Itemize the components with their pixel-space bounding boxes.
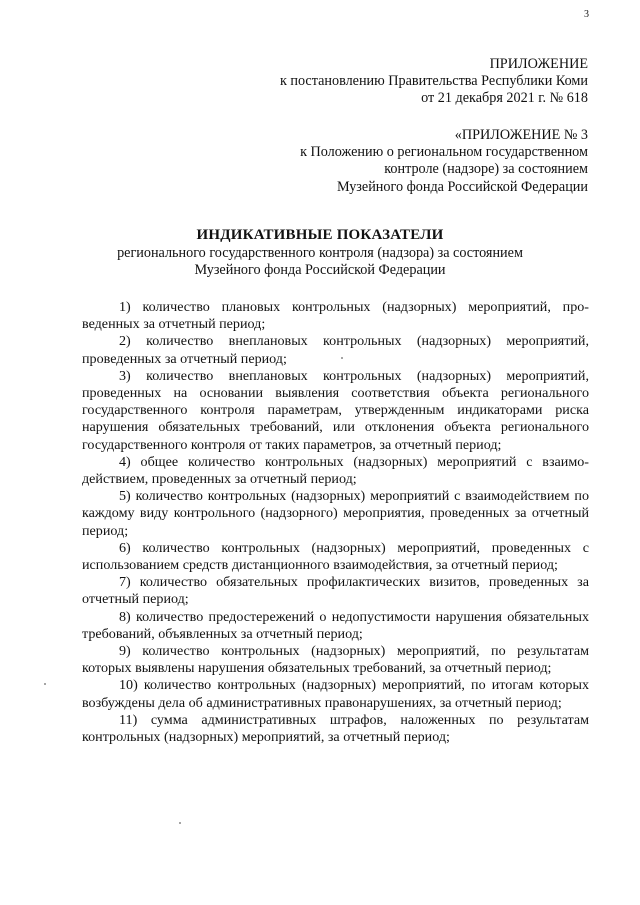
list-item: 11) сумма административных штрафов, наложенных по результатам контрольных (надзорных) мероприятий, за отчетный период; bbox=[82, 711, 589, 746]
page-number: 3 bbox=[584, 9, 589, 20]
list-item: 10) количество контрольных (надзорных) мероприятий, по итогам которых возбуждены дела об административных правонарушениях, за отчетный период; bbox=[82, 677, 589, 711]
scan-speck bbox=[179, 822, 181, 824]
annex-decree-line: к постановлению Правительства Республики Коми bbox=[279, 73, 588, 90]
list-item: 6) количество контрольных (надзорных) мероприятий, проведенных с использованием средств дистанционного взаимодействия, за отчетный период; bbox=[82, 539, 589, 574]
document-title-block bbox=[0, 227, 640, 280]
annex-ref-line: контроле (надзоре) за состоянием bbox=[384, 161, 588, 178]
scan-speck bbox=[341, 357, 343, 359]
list-item: 3) количество внеплановых контрольных (надзорных) мероприятий, проведенных на основании выявления соответствия объекта регионального государственного контроля параметрам, утвержденным индикаторами риска нарушения обязательных требований, или отклонения объекта регионального государственного контроля от таких параметров, за отчетный период; bbox=[82, 367, 589, 453]
document-subtitle: Музейного фонда Российской Федерации bbox=[194, 262, 446, 279]
annex-date-line: от 21 декабря 2021 г. № 618 bbox=[421, 90, 588, 107]
indicator-list bbox=[82, 299, 589, 746]
list-item: 9) количество контрольных (надзорных) мероприятий, по результатам которых выявлены нарушения обязательных требований, за отчетный период; bbox=[82, 643, 589, 677]
document-subtitle: регионального государственного контроля (надзора) за состоянием bbox=[117, 244, 523, 261]
annex-header bbox=[208, 56, 588, 108]
annex-title: ПРИЛОЖЕНИЕ bbox=[489, 56, 588, 72]
document-title: ИНДИКАТИВНЫЕ ПОКАЗАТЕЛИ bbox=[196, 227, 444, 243]
annex-ref-line: Музейного фонда Российской Федерации bbox=[336, 178, 588, 195]
list-item: 4) общее количество контрольных (надзорных) мероприятий с взаимодействием, проведенных за отчетный период; bbox=[82, 453, 589, 488]
list-item: 8) количество предостережений о недопустимости нарушения обязательных требований, объявленных за отчетный период; bbox=[82, 608, 589, 642]
list-item: 2) количество внеплановых контрольных (надзорных) мероприятий, проведенных за отчетный период; bbox=[82, 333, 589, 367]
list-item: 1) количество плановых контрольных (надзорных) мероприятий, проведенных за отчетный период; bbox=[82, 299, 589, 333]
annex-ref-line: к Положению о региональном государственном bbox=[300, 144, 588, 161]
list-item: 5) количество контрольных (надзорных) мероприятий с взаимодействием по каждому виду контрольного (надзорного) мероприятия, проведенных за отчетный период; bbox=[82, 488, 589, 539]
scan-speck bbox=[44, 683, 46, 685]
annex-reference bbox=[208, 127, 588, 196]
list-item: 7) количество обязательных профилактических визитов, проведенных за отчетный период; bbox=[82, 574, 589, 608]
annex-ref-title: «ПРИЛОЖЕНИЕ № 3 bbox=[454, 127, 588, 143]
